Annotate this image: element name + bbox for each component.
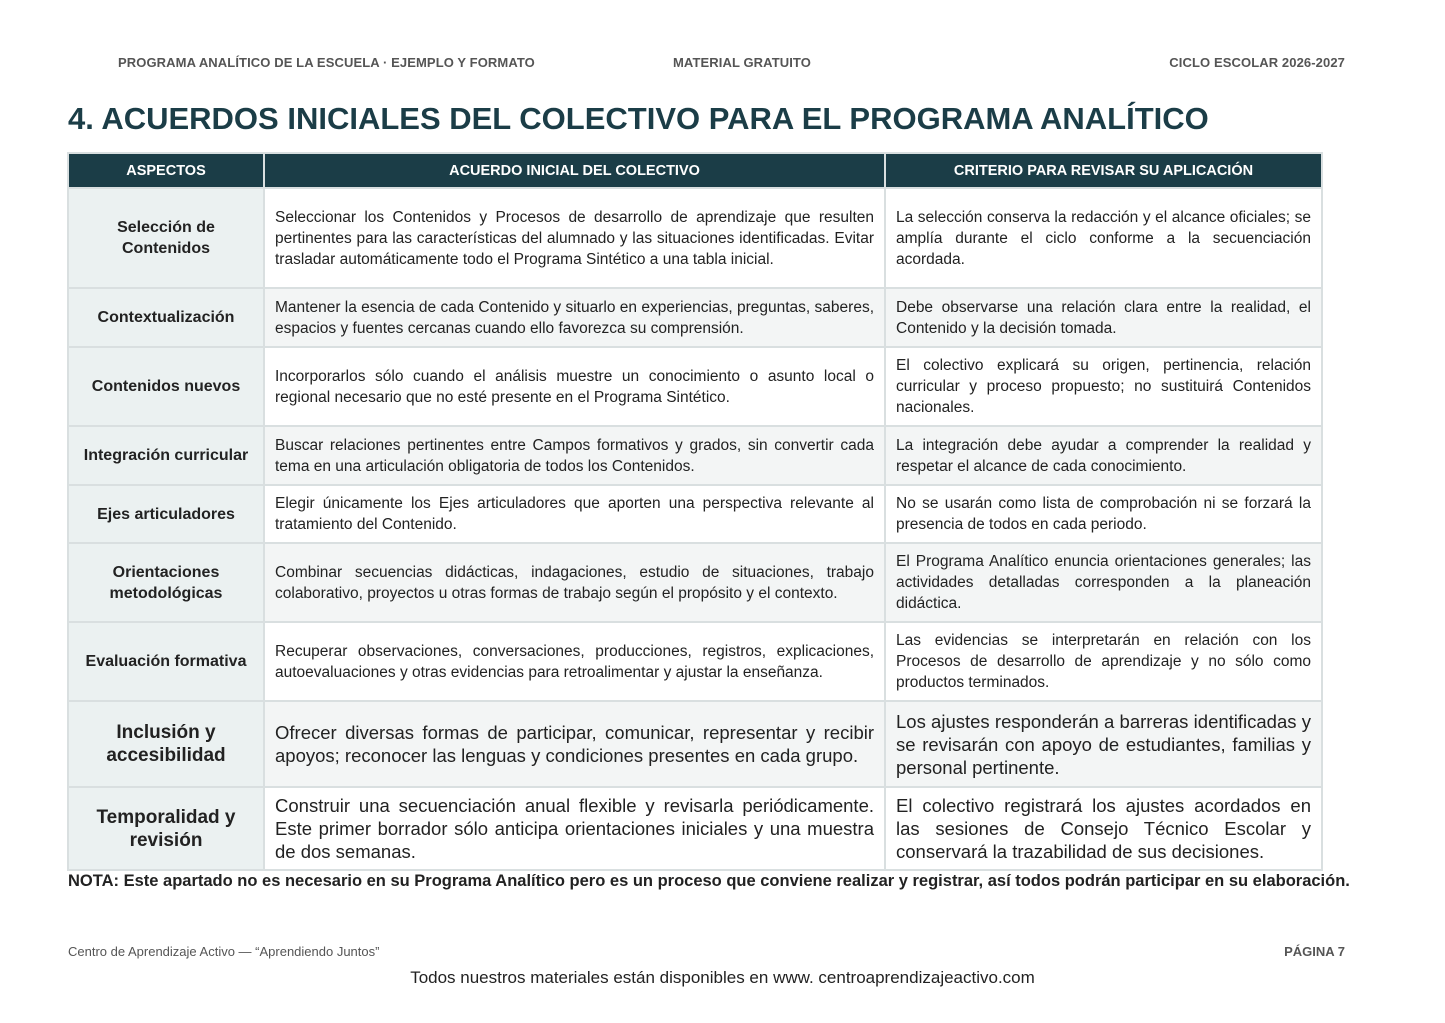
agreement-cell: Construir una secuenciación anual flexible y revisarla periódicamente. Este primer borrador sólo anticipa orientaciones iniciales y una muestra de dos semanas.	[264, 787, 885, 870]
aspect-cell: Evaluación formativa	[68, 622, 264, 701]
criterion-cell: La integración debe ayudar a comprender la realidad y respetar el alcance de cada conocimiento.	[885, 426, 1322, 485]
header-document-title: PROGRAMA ANALÍTICO DE LA ESCUELA · EJEMPLO Y FORMATO	[118, 55, 535, 70]
criterion-cell: El colectivo explicará su origen, pertinencia, relación curricular y proceso propuesto; no sustituirá Contenidos nacionales.	[885, 347, 1322, 426]
aspect-cell: Contenidos nuevos	[68, 347, 264, 426]
aspect-cell: Ejes articuladores	[68, 485, 264, 543]
note-text: NOTA: Este apartado no es necesario en su Programa Analítico pero es un proceso que conviene realizar y registrar, así todos podrán participar en su elaboración.	[68, 872, 1350, 890]
aspect-cell: Integración curricular	[68, 426, 264, 485]
criterion-cell: No se usarán como lista de comprobación ni se forzará la presencia de todos en cada periodo.	[885, 485, 1322, 543]
footer-organization: Centro de Aprendizaje Activo — “Aprendiendo Juntos”	[68, 944, 380, 959]
aspect-cell: Inclusión y accesibilidad	[68, 701, 264, 787]
agreement-cell: Combinar secuencias didácticas, indagaciones, estudio de situaciones, trabajo colaborativo, proyectos u otras formas de trabajo según el propósito y el contexto.	[264, 543, 885, 622]
agreement-cell: Mantener la esencia de cada Contenido y situarlo en experiencias, preguntas, saberes, espacios y fuentes cercanas cuando ello favorezca su comprensión.	[264, 288, 885, 347]
table-row	[68, 701, 1322, 787]
agreement-cell: Elegir únicamente los Ejes articuladores que aporten una perspectiva relevante al tratamiento del Contenido.	[264, 485, 885, 543]
column-header-criterion: CRITERIO PARA REVISAR SU APLICACIÓN	[885, 153, 1322, 188]
table-row	[68, 426, 1322, 485]
agreement-cell: Seleccionar los Contenidos y Procesos de desarrollo de aprendizaje que resulten pertinentes para las características del alumnado y las situaciones identificadas. Evitar trasladar automáticamente todo el Programa Sintético a una tabla inicial.	[264, 188, 885, 288]
criterion-cell: El colectivo registrará los ajustes acordados en las sesiones de Consejo Técnico Escolar y conservará la trazabilidad de sus decisiones.	[885, 787, 1322, 870]
aspect-cell: Contextualización	[68, 288, 264, 347]
table-row	[68, 787, 1322, 870]
criterion-cell: Las evidencias se interpretarán en relación con los Procesos de desarrollo de aprendizaje y no sólo como productos terminados.	[885, 622, 1322, 701]
table-row	[68, 188, 1322, 288]
criterion-cell: El Programa Analítico enuncia orientaciones generales; las actividades detalladas corresponden a la planeación didáctica.	[885, 543, 1322, 622]
agreement-cell: Recuperar observaciones, conversaciones, producciones, registros, explicaciones, autoevaluaciones y otras evidencias para retroalimentar y ajustar la enseñanza.	[264, 622, 885, 701]
agreements-table	[67, 152, 1323, 871]
agreement-cell: Ofrecer diversas formas de participar, comunicar, representar y recibir apoyos; reconocer las lenguas y condiciones presentes en cada grupo.	[264, 701, 885, 787]
table-row	[68, 288, 1322, 347]
page-number: PÁGINA 7	[1284, 944, 1345, 959]
criterion-cell: La selección conserva la redacción y el alcance oficiales; se amplía durante el ciclo conforme a la secuenciación acordada.	[885, 188, 1322, 288]
aspect-cell: Selección de Contenidos	[68, 188, 264, 288]
table-row	[68, 347, 1322, 426]
column-header-aspects: ASPECTOS	[68, 153, 264, 188]
table-row	[68, 543, 1322, 622]
criterion-cell: Los ajustes responderán a barreras identificadas y se revisarán con apoyo de estudiantes, familias y personal pertinente.	[885, 701, 1322, 787]
table-header-row	[68, 153, 1322, 188]
table-row	[68, 485, 1322, 543]
column-header-agreement: ACUERDO INICIAL DEL COLECTIVO	[264, 153, 885, 188]
agreement-cell: Buscar relaciones pertinentes entre Campos formativos y grados, sin convertir cada tema en una articulación obligatoria de todos los Contenidos.	[264, 426, 885, 485]
footer-website-notice: Todos nuestros materiales están disponibles en www. centroaprendizajeactivo.com	[410, 968, 1035, 987]
page-title: 4. ACUERDOS INICIALES DEL COLECTIVO PARA EL PROGRAMA ANALÍTICO	[68, 101, 1209, 136]
header-free-material: MATERIAL GRATUITO	[673, 55, 811, 70]
aspect-cell: Orientaciones metodológicas	[68, 543, 264, 622]
header-school-year: CICLO ESCOLAR 2026-2027	[1169, 55, 1345, 70]
aspect-cell: Temporalidad y revisión	[68, 787, 264, 870]
agreement-cell: Incorporarlos sólo cuando el análisis muestre un conocimiento o asunto local o regional necesario que no esté presente en el Programa Sintético.	[264, 347, 885, 426]
criterion-cell: Debe observarse una relación clara entre la realidad, el Contenido y la decisión tomada.	[885, 288, 1322, 347]
table-row	[68, 622, 1322, 701]
